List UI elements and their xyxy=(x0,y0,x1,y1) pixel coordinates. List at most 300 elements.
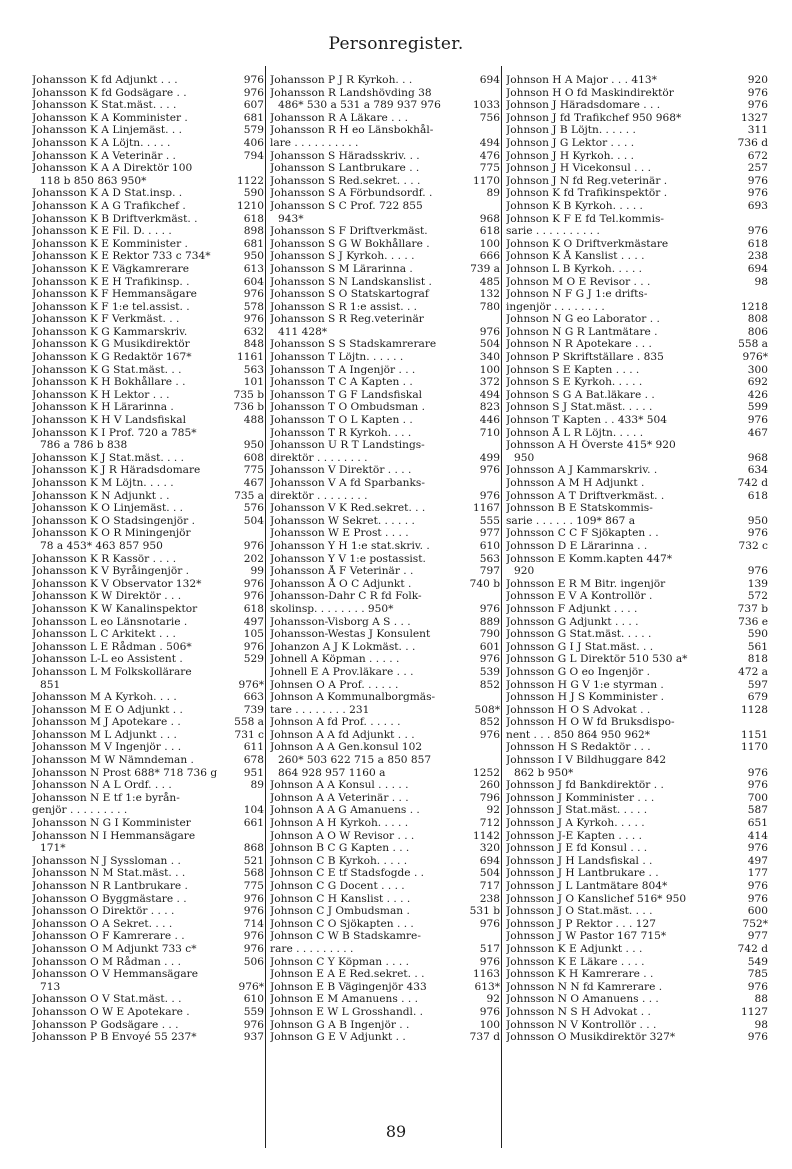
index-entry xyxy=(270,238,500,251)
entry-page-ref: 679 xyxy=(747,691,768,704)
entry-name: Johnson H O fd Maskindirektör xyxy=(506,86,674,99)
entry-page-ref: 661 xyxy=(243,817,264,830)
entry-name: Johnson G E V Adjunkt . . xyxy=(270,1031,406,1044)
entry-page-ref: 561 xyxy=(747,640,768,653)
entry-page-ref: 976 xyxy=(747,565,768,578)
entry-page-ref: 608 xyxy=(243,451,264,464)
entry-name: Johansson N R Lantbrukare . xyxy=(32,880,188,892)
entry-page-ref: 238 xyxy=(479,892,500,905)
entry-page-ref: 1151 xyxy=(741,728,768,741)
entry-name: Johnson J H Kyrkoh. . . . xyxy=(506,149,634,162)
entry-page-ref: 775 xyxy=(243,464,264,477)
entry-name: Johansson K R Kassör . . . . xyxy=(32,552,177,565)
index-entry xyxy=(506,691,768,704)
index-entry xyxy=(32,968,264,981)
entry-name: Johnson K Å Kanslist . . . . xyxy=(506,250,645,263)
entry-name: Johansson K E H Trafikinsp. . xyxy=(32,275,190,288)
index-entry xyxy=(506,779,768,792)
index-entry xyxy=(270,515,500,528)
entry-page-ref: 529 xyxy=(243,653,264,666)
entry-page-ref: 976 xyxy=(479,464,500,477)
entry-name: Johansson K H Bokhållare . . xyxy=(32,376,186,389)
entry-name: Johansson W Sekret. . . . . . xyxy=(270,514,415,527)
index-entry xyxy=(270,905,500,918)
entry-name: Johnson H A Major . . . 413* xyxy=(506,74,657,86)
index-entry xyxy=(270,993,500,1006)
entry-page-ref: 976 xyxy=(479,955,500,968)
entry-name: Johnson A Kommunalborgmäs- xyxy=(270,691,436,704)
entry-page-ref: 976 xyxy=(747,892,768,905)
index-entry xyxy=(32,1006,264,1019)
entry-name: Johnson C B Kyrkoh. . . . . xyxy=(270,854,408,867)
entry-name: Johansson K J R Häradsdomare xyxy=(32,464,201,477)
entry-page-ref: 681 xyxy=(243,237,264,250)
index-entry xyxy=(270,313,500,326)
index-entry xyxy=(506,464,768,477)
index-entry xyxy=(270,162,500,175)
index-entry xyxy=(270,628,500,641)
index-entry xyxy=(506,238,768,251)
entry-page-ref: 257 xyxy=(747,162,768,175)
index-entry xyxy=(270,565,500,578)
entry-page-ref: 694 xyxy=(479,74,500,86)
index-entry xyxy=(506,729,768,742)
entry-page-ref: 576 xyxy=(243,502,264,515)
index-entry xyxy=(32,981,264,994)
index-entry xyxy=(32,74,264,87)
index-entry xyxy=(32,905,264,918)
entry-name: Johanzon A J K Lokmäst. . . xyxy=(270,640,416,653)
entry-page-ref: 1122 xyxy=(237,174,264,187)
entry-name: Johansson K Stat.mäst. . . . xyxy=(32,99,177,112)
index-entry xyxy=(32,414,264,427)
index-entry xyxy=(506,187,768,200)
entry-name: ingenjör . . . . . . . . xyxy=(506,300,605,313)
index-entry xyxy=(270,364,500,377)
index-entry xyxy=(506,99,768,112)
entry-name: Johansson S M Lärarinna . xyxy=(270,262,413,275)
entry-name: Johnson C H Kanslist . . . . xyxy=(270,892,411,905)
index-entry xyxy=(270,767,500,780)
entry-name: skolinsp. . . . . . . . 950* xyxy=(270,602,394,615)
index-entry xyxy=(270,691,500,704)
entry-name: Johnsson G Stat.mäst. . . . . xyxy=(506,628,652,641)
entry-page-ref: 587 xyxy=(747,804,768,817)
entry-name: Johansson S G W Bokhållare . xyxy=(270,237,430,250)
entry-name: 862 b 950* xyxy=(514,766,574,779)
entry-page-ref: 976 xyxy=(747,174,768,187)
entry-page-ref: 976* xyxy=(742,351,768,364)
entry-name: 118 b 850 863 950* xyxy=(40,174,147,187)
entry-page-ref: 100 xyxy=(479,1018,500,1031)
entry-name: Johansson M V Ingenjör . . . xyxy=(32,741,182,754)
index-entry xyxy=(506,830,768,843)
entry-page-ref: 494 xyxy=(479,388,500,401)
column-divider-right xyxy=(501,66,502,1148)
index-entry xyxy=(506,956,768,969)
entry-name: Johnson A fd Prof. . . . . . xyxy=(270,716,401,729)
entry-page-ref: 736 b xyxy=(233,401,264,414)
entry-page-ref: 504 xyxy=(479,867,500,880)
entry-name: Johansson S F Driftverkmäst. xyxy=(270,225,428,238)
index-entry xyxy=(506,175,768,188)
index-entry xyxy=(32,527,264,540)
entry-page-ref: 976 xyxy=(747,414,768,427)
entry-name: Johansson N G I Komminister xyxy=(32,817,191,830)
entry-page-ref: 238 xyxy=(747,250,768,263)
entry-page-ref: 976 xyxy=(243,590,264,603)
index-entry xyxy=(506,918,768,931)
entry-page-ref: 775 xyxy=(243,880,264,892)
entry-name: Johansson K J Stat.mäst. . . . xyxy=(32,451,185,464)
entry-page-ref: 139 xyxy=(747,577,768,590)
index-entry xyxy=(270,225,500,238)
entry-page-ref: 531 b xyxy=(469,905,500,918)
entry-page-ref: 563 xyxy=(243,363,264,376)
entry-name: Johansson-Dahr C R fd Folk- xyxy=(270,590,422,603)
entry-name: Johnson N G eo Laborator . . xyxy=(506,313,660,326)
entry-page-ref: 426 xyxy=(747,388,768,401)
entry-name: Johnsson H O S Advokat . . xyxy=(506,703,651,716)
entry-page-ref: 823 xyxy=(479,401,500,414)
entry-name: Johansson O Byggmästare . . xyxy=(32,892,187,905)
entry-name: Johnson P Skriftställare . 835 xyxy=(506,351,664,364)
entry-page-ref: 976 xyxy=(243,86,264,99)
entry-name: Johnson A A fd Adjunkt . . . xyxy=(270,728,415,741)
index-entry xyxy=(506,490,768,503)
entry-page-ref: 446 xyxy=(479,414,500,427)
entry-name: Johansson-Westas J Konsulent xyxy=(270,628,431,641)
entry-page-ref: 599 xyxy=(747,401,768,414)
entry-name: Johnsson G L Direktör 510 530 a* xyxy=(506,653,688,666)
entry-page-ref: 678 xyxy=(243,754,264,767)
entry-page-ref: 976 xyxy=(479,489,500,502)
entry-name: Johansson O Direktör . . . . xyxy=(32,905,175,918)
entry-page-ref: 976 xyxy=(243,539,264,552)
entry-page-ref: 488 xyxy=(243,414,264,427)
entry-name: Johansson S N Landskanslist . xyxy=(270,275,432,288)
entry-page-ref: 88 xyxy=(754,993,768,1006)
entry-name: Johansson K B Driftverkmäst. . xyxy=(32,212,198,225)
entry-name: Johnsson A M H Adjunkt . xyxy=(506,477,645,489)
entry-name: Johansson U R T Landstings- xyxy=(270,439,425,452)
entry-name: Johnson S G A Bat.läkare . . xyxy=(506,388,655,401)
entry-page-ref: 976 xyxy=(243,313,264,326)
entry-name: Johnson C J Ombudsman . xyxy=(270,905,410,918)
entry-name: Johansson V Direktör . . . . xyxy=(270,464,412,477)
entry-name: Johnsson J O Stat.mäst. . . . xyxy=(506,905,653,918)
index-entry xyxy=(270,452,500,465)
entry-page-ref: 737 b xyxy=(737,602,768,615)
index-entry xyxy=(270,981,500,994)
index-entry xyxy=(32,376,264,389)
entry-name: Johansson S A Förbundsordf. . xyxy=(270,187,433,200)
entry-name: Johnson M O E Revisor . . . xyxy=(506,275,651,288)
index-entry xyxy=(270,590,500,603)
entry-name: Johnson J H Vicekonsul . . . xyxy=(506,162,652,175)
entry-name: Johansson M L Adjunkt . . . xyxy=(32,728,177,741)
index-entry xyxy=(506,263,768,276)
entry-page-ref: 692 xyxy=(747,376,768,389)
index-entry xyxy=(270,124,500,137)
index-entry xyxy=(270,150,500,163)
entry-name: Johnson J G Lektor . . . . xyxy=(506,136,635,149)
index-entry xyxy=(32,993,264,1006)
index-entry xyxy=(506,981,768,994)
entry-name: Johansson S R Reg.veterinär xyxy=(270,313,424,326)
entry-name: Johnsson J-E Kapten . . . . xyxy=(506,829,642,842)
index-entry xyxy=(506,880,768,893)
entry-name: Johnsson J W Pastor 167 715* xyxy=(506,930,667,943)
index-entry xyxy=(270,830,500,843)
index-entry xyxy=(32,943,264,956)
index-entry xyxy=(506,137,768,150)
entry-page-ref: 311 xyxy=(747,124,768,137)
index-entry xyxy=(32,867,264,880)
entry-name: Johansson O M Rådman . . . xyxy=(32,955,182,968)
entry-name: Johnson E A E Red.sekret. . . xyxy=(270,968,425,981)
entry-name: Johansson M A Kyrkoh. . . . xyxy=(32,691,177,704)
index-entry xyxy=(32,817,264,830)
entry-page-ref: 796 xyxy=(479,791,500,804)
index-entry xyxy=(32,716,264,729)
entry-page-ref: 497 xyxy=(243,615,264,628)
entry-name: Johansson K G Stat.mäst. . . xyxy=(32,363,182,376)
index-entry xyxy=(506,427,768,440)
entry-page-ref: 976 xyxy=(479,602,500,615)
entry-name: Johnson C E tf Stadsfogde . . xyxy=(270,867,425,880)
index-entry xyxy=(506,716,768,729)
entry-page-ref: 739 xyxy=(243,703,264,716)
index-entry xyxy=(32,666,264,679)
entry-page-ref: 794 xyxy=(243,149,264,162)
entry-page-ref: 105 xyxy=(243,628,264,641)
entry-page-ref: 504 xyxy=(479,338,500,351)
index-entry xyxy=(506,817,768,830)
index-entry xyxy=(32,288,264,301)
entry-name: Johnsson H O W fd Bruksdispo- xyxy=(506,716,675,729)
entry-name: Johnson A A G Amanuens . . xyxy=(270,804,420,817)
index-entry xyxy=(270,792,500,805)
index-entry xyxy=(32,880,264,893)
entry-name: Johansson N A L Ordf. . . . xyxy=(32,779,172,792)
entry-name: 78 a 453* 463 857 950 xyxy=(40,539,163,552)
entry-page-ref: 732 c xyxy=(738,539,768,552)
index-entry xyxy=(32,351,264,364)
entry-name: Johansson K E Vägkamrerare xyxy=(32,262,190,275)
entry-page-ref: 740 b xyxy=(469,577,500,590)
index-entry xyxy=(32,540,264,553)
index-entry xyxy=(270,427,500,440)
entry-page-ref: 100 xyxy=(479,363,500,376)
index-entry xyxy=(270,187,500,200)
entry-page-ref: 976 xyxy=(747,1031,768,1044)
entry-name: Johnson C W B Stadskamre- xyxy=(270,930,421,943)
entry-page-ref: 1161 xyxy=(237,351,264,364)
index-entry xyxy=(506,754,768,767)
index-entry xyxy=(32,250,264,263)
column-divider-left xyxy=(265,66,266,1148)
entry-page-ref: 968 xyxy=(747,451,768,464)
index-entry xyxy=(270,477,500,490)
entry-page-ref: 976 xyxy=(747,779,768,792)
index-entry xyxy=(32,263,264,276)
entry-name: Johnsson J H Lantbrukare . . xyxy=(506,867,659,880)
entry-page-ref: 920 xyxy=(747,74,768,86)
index-entry xyxy=(270,263,500,276)
entry-page-ref: 600 xyxy=(747,905,768,918)
entry-name: Johnson E M Amanuens . . . xyxy=(270,993,418,1006)
entry-name: Johansson O A Sekret. . . . xyxy=(32,917,173,930)
index-entry xyxy=(32,313,264,326)
entry-name: Johnson K B Kyrkoh. . . . . xyxy=(506,199,643,212)
index-entry xyxy=(270,666,500,679)
entry-name: Johansson K M Löjtn. . . . . xyxy=(32,477,174,489)
index-entry xyxy=(506,326,768,339)
entry-name: Johnsson E Komm.kapten 447* xyxy=(506,552,673,565)
entry-page-ref: 590 xyxy=(243,187,264,200)
entry-name: Johansson T G F Landsfiskal xyxy=(270,388,423,401)
entry-name: Johansson L E Rådman . 506* xyxy=(32,640,192,653)
entry-page-ref: 752* xyxy=(742,917,768,930)
index-entry xyxy=(506,804,768,817)
index-entry xyxy=(270,326,500,339)
entry-page-ref: 731 c xyxy=(234,728,264,741)
entry-page-ref: 497 xyxy=(747,854,768,867)
entry-name: Johansson K G Kammarskriv. xyxy=(32,325,188,338)
entry-page-ref: 700 xyxy=(747,791,768,804)
entry-page-ref: 504 xyxy=(243,514,264,527)
index-entry xyxy=(32,175,264,188)
entry-page-ref: 578 xyxy=(243,300,264,313)
entry-page-ref: 756 xyxy=(479,111,500,124)
index-entry xyxy=(32,741,264,754)
index-entry xyxy=(270,779,500,792)
entry-page-ref: 681 xyxy=(243,111,264,124)
entry-page-ref: 951 xyxy=(243,766,264,779)
index-entry xyxy=(506,565,768,578)
entry-page-ref: 555 xyxy=(479,514,500,527)
entry-page-ref: 806 xyxy=(747,325,768,338)
index-entry xyxy=(506,250,768,263)
entry-page-ref: 618 xyxy=(747,237,768,250)
index-entry xyxy=(270,338,500,351)
entry-page-ref: 712 xyxy=(479,817,500,830)
entry-page-ref: 467 xyxy=(747,426,768,439)
entry-name: Johnsson D E Lärarinna . . xyxy=(506,539,648,552)
index-entry xyxy=(32,326,264,339)
entry-page-ref: 104 xyxy=(243,804,264,817)
entry-page-ref: 485 xyxy=(479,275,500,288)
index-entry xyxy=(32,704,264,717)
entry-page-ref: 736 d xyxy=(737,136,768,149)
index-entry xyxy=(506,628,768,641)
entry-page-ref: 1128 xyxy=(741,703,768,716)
index-entry xyxy=(270,653,500,666)
index-entry xyxy=(32,389,264,402)
entry-page-ref: 717 xyxy=(479,880,500,892)
entry-name: 260* 503 622 715 a 850 857 xyxy=(278,754,432,767)
index-entry xyxy=(270,616,500,629)
entry-name: Johansson V K Red.sekret. . . xyxy=(270,502,426,515)
entry-name: Johansson P B Envoyé 55 237* xyxy=(32,1031,197,1044)
index-entry xyxy=(270,288,500,301)
index-entry xyxy=(32,452,264,465)
index-entry xyxy=(270,351,500,364)
entry-name: Johnson N G R Lantmätare . xyxy=(506,325,658,338)
index-entry xyxy=(32,641,264,654)
entry-page-ref: 968 xyxy=(479,212,500,225)
index-entry xyxy=(506,338,768,351)
entry-name: Johansson K A D Stat.insp. . xyxy=(32,187,183,200)
index-entry xyxy=(506,527,768,540)
entry-name: Johnson L B Kyrkoh. . . . . xyxy=(506,262,643,275)
entry-page-ref: 539 xyxy=(479,665,500,678)
entry-page-ref: 634 xyxy=(747,464,768,477)
entry-name: Johnson E W L Grosshandl. . xyxy=(270,1005,424,1018)
index-column-middle xyxy=(270,74,500,1044)
index-entry xyxy=(270,716,500,729)
index-entry xyxy=(270,754,500,767)
index-entry xyxy=(32,565,264,578)
entry-page-ref: 601 xyxy=(479,640,500,653)
index-entry xyxy=(32,225,264,238)
entry-name: 950 xyxy=(514,451,535,464)
entry-name: Johnson C Y Köpman . . . . xyxy=(270,955,410,968)
index-entry xyxy=(270,175,500,188)
index-entry xyxy=(506,364,768,377)
index-entry xyxy=(270,553,500,566)
entry-page-ref: 852 xyxy=(479,716,500,729)
entry-page-ref: 976 xyxy=(747,86,768,99)
entry-page-ref: 563 xyxy=(479,552,500,565)
entry-page-ref: 499 xyxy=(479,451,500,464)
entry-name: Johnson J fd Trafikchef 950 968* xyxy=(506,111,682,124)
entry-name: Johnson A A Konsul . . . . . xyxy=(270,779,409,792)
index-entry xyxy=(32,87,264,100)
index-entry xyxy=(270,464,500,477)
entry-page-ref: 848 xyxy=(243,338,264,351)
index-entry xyxy=(506,124,768,137)
entry-name: Johansson K V Byråingenjör . xyxy=(32,565,190,578)
entry-page-ref: 406 xyxy=(243,136,264,149)
entry-page-ref: 976 xyxy=(243,905,264,918)
entry-page-ref: 742 d xyxy=(737,477,768,489)
entry-name: Johansson Y H 1:e stat.skriv. . xyxy=(270,539,430,552)
entry-page-ref: 92 xyxy=(486,993,500,1006)
entry-page-ref: 742 d xyxy=(737,942,768,955)
index-entry xyxy=(32,99,264,112)
entry-name: Johansson K O Stadsingenjör . xyxy=(32,514,195,527)
index-entry xyxy=(32,464,264,477)
entry-page-ref: 976 xyxy=(747,527,768,540)
entry-page-ref: 976 xyxy=(243,942,264,955)
index-entry xyxy=(32,439,264,452)
index-entry xyxy=(270,704,500,717)
entry-name: Johansson W E Prost . . . . xyxy=(270,527,409,540)
entry-page-ref: 714 xyxy=(243,917,264,930)
index-entry xyxy=(506,1006,768,1019)
entry-name: Johansson S R 1:e assist. . . xyxy=(270,300,418,313)
index-entry xyxy=(506,376,768,389)
entry-name: Johnsson K E Adjunkt . . . xyxy=(506,942,643,955)
entry-page-ref: 976 xyxy=(747,187,768,200)
entry-name: Johnson S E Kapten . . . . xyxy=(506,363,640,376)
entry-name: Johnsson K E Läkare . . . . xyxy=(506,955,645,968)
entry-name: Johansson K O Linjemäst. . . xyxy=(32,502,184,515)
entry-name: Johnsson J H Landsfiskal . . xyxy=(506,854,653,867)
entry-name: Johansson T O L Kapten . . xyxy=(270,414,413,427)
